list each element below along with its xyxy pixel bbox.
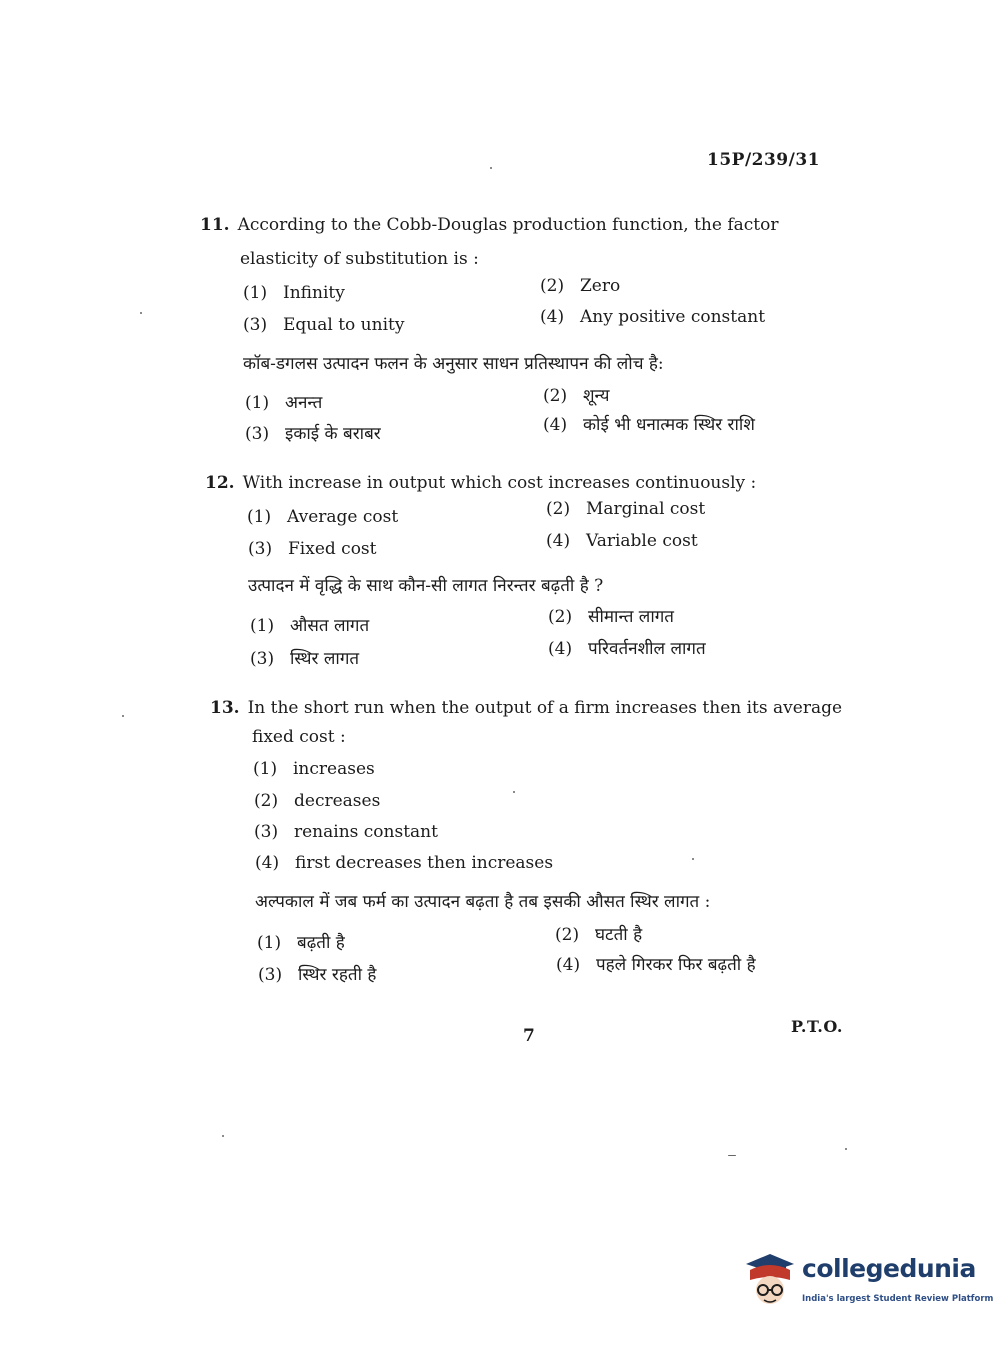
hindi-option: (4) पहले गिरकर फिर बढ़ती है (556, 955, 756, 975)
question-13 (210, 695, 850, 721)
hindi-option: (3) स्थिर लागत (250, 649, 360, 669)
question-text: In the short run when the output of a firm increases then its average (247, 698, 843, 718)
question-text-continued: elasticity of substitution is : (240, 249, 479, 269)
hindi-option: (2) शून्य (543, 386, 610, 406)
pto-label: P.T.O. (791, 1017, 843, 1036)
option: (2) decreases (254, 791, 381, 811)
hindi-option: (4) परिवर्तनशील लागत (548, 639, 706, 659)
paper-code: 15P/239/31 (707, 150, 821, 170)
option: (3) Fixed cost (248, 539, 377, 559)
question-12 (205, 470, 756, 496)
option: (1) Infinity (243, 283, 345, 303)
question-number: 11. (200, 215, 230, 235)
hindi-option: (3) स्थिर रहती है (258, 965, 377, 985)
option: (4) Any positive constant (540, 307, 766, 327)
option: (1) Average cost (247, 507, 399, 527)
hindi-question-text: उत्पादन में वृद्धि के साथ कौन-सी लागत निरन्तर बढ़ती है ? (248, 576, 604, 596)
option: (1) increases (253, 759, 375, 779)
question-text: According to the Cobb-Douglas production function, the factor (237, 215, 779, 235)
hindi-question-text: अल्पकाल में जब फर्म का उत्पादन बढ़ता है तब इसकी औसत स्थिर लागत : (255, 892, 711, 912)
hindi-option: (1) अनन्त (245, 393, 323, 413)
hindi-option: (4) कोई भी धनात्मक स्थिर राशि (543, 415, 755, 435)
option: (2) Marginal cost (546, 499, 706, 519)
option: (4) Variable cost (546, 531, 698, 551)
question-text: With increase in output which cost increases continuously : (242, 473, 757, 493)
option: (3) renains constant (254, 822, 438, 842)
collegedunia-logo (740, 1248, 994, 1318)
page-number: 7 (523, 1026, 535, 1046)
hindi-option: (2) घटती है (555, 925, 643, 945)
option: (3) Equal to unity (243, 315, 405, 335)
option: (2) Zero (540, 276, 621, 296)
hindi-option: (1) औसत लागत (250, 616, 370, 636)
brand-name: collegedunia (802, 1254, 976, 1283)
option: (4) first decreases then increases (255, 853, 554, 873)
hindi-question-text: कॉब-डगलस उत्पादन फलन के अनुसार साधन प्रतिस्थापन की लोच है: (243, 354, 664, 374)
brand-tagline: India's largest Student Review Platform (802, 1294, 994, 1304)
question-11 (200, 212, 840, 238)
mascot-icon (740, 1250, 798, 1310)
question-number: 13. (210, 698, 240, 718)
question-number: 12. (205, 473, 235, 493)
hindi-option: (1) बढ़ती है (257, 933, 345, 953)
question-text-continued: fixed cost : (252, 727, 346, 747)
hindi-option: (3) इकाई के बराबर (245, 424, 381, 444)
hindi-option: (2) सीमान्त लागत (548, 607, 674, 627)
